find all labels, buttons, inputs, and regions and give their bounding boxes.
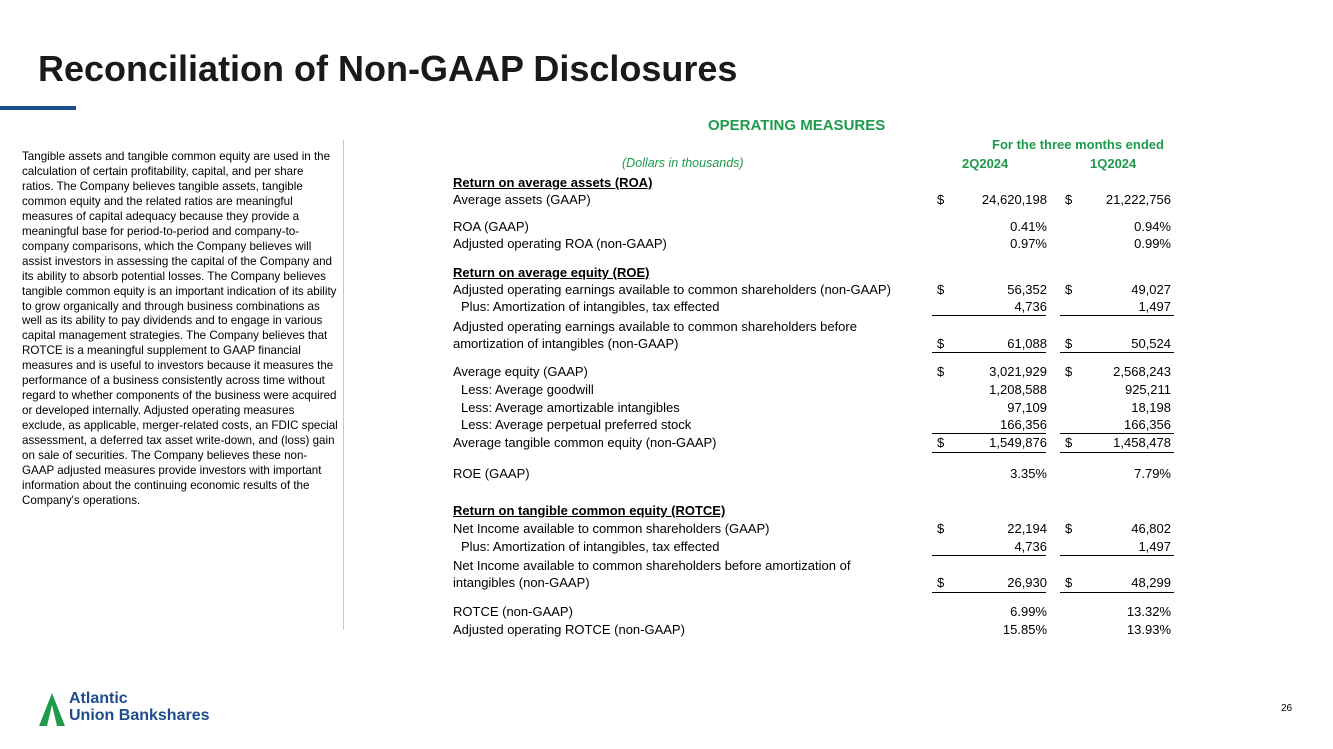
- row-label: Adjusted operating ROTCE (non-GAAP): [453, 622, 685, 637]
- table-row: [453, 335, 1173, 352]
- total-underline: [932, 352, 1046, 353]
- table-row: [453, 363, 1173, 380]
- total-underline: [1060, 352, 1174, 353]
- currency-symbol: $: [937, 575, 945, 590]
- value-2q2024: 24,620,198: [981, 192, 1047, 207]
- value-1q2024: 1,497: [1138, 299, 1171, 314]
- table-row: [453, 281, 1173, 298]
- value-2q2024: 26,930: [1007, 575, 1047, 590]
- row-label: Plus: Amortization of intangibles, tax effected: [461, 299, 720, 314]
- value-2q2024: 3,021,929: [989, 364, 1047, 379]
- subtotal-underline: [1060, 555, 1174, 556]
- total-underline: [932, 592, 1046, 593]
- row-label: Average tangible common equity (non-GAAP): [453, 435, 717, 450]
- value-1q2024: 13.32%: [1126, 604, 1171, 619]
- column-divider: [343, 140, 344, 630]
- value-1q2024: 0.94%: [1134, 219, 1171, 234]
- logo-line-1: Atlantic: [69, 690, 128, 707]
- period-label: For the three months ended: [992, 137, 1164, 152]
- currency-symbol: $: [1065, 435, 1073, 450]
- row-label: Adjusted operating earnings available to common shareholders (non-GAAP): [453, 282, 891, 297]
- subtotal-underline: [932, 555, 1046, 556]
- currency-symbol: $: [1065, 575, 1073, 590]
- value-1q2024: 21,222,756: [1105, 192, 1171, 207]
- table-row: [453, 298, 1173, 315]
- table-row: [453, 381, 1173, 398]
- value-2q2024: 22,194: [1007, 521, 1047, 536]
- value-1q2024: 1,497: [1138, 539, 1171, 554]
- value-2q2024: 1,549,876: [989, 435, 1047, 450]
- section-header-rotce: Return on tangible common equity (ROTCE): [453, 503, 726, 518]
- value-1q2024: 2,568,243: [1113, 364, 1171, 379]
- column-header-2q2024: 2Q2024: [962, 156, 1009, 171]
- row-label: Net Income available to common shareholders (GAAP): [453, 521, 770, 536]
- value-1q2024: 49,027: [1131, 282, 1171, 297]
- table-row: [453, 621, 1173, 638]
- value-1q2024: 18,198: [1131, 400, 1171, 415]
- subtotal-underline: [1060, 315, 1174, 316]
- currency-symbol: $: [937, 192, 945, 207]
- currency-symbol: $: [1065, 364, 1073, 379]
- row-label: Adjusted operating ROA (non-GAAP): [453, 236, 667, 251]
- units-label: (Dollars in thousands): [622, 156, 744, 170]
- total-underline: [1060, 592, 1174, 593]
- table-row: [453, 218, 1173, 235]
- table-row: [453, 557, 1173, 574]
- value-1q2024: 48,299: [1131, 575, 1171, 590]
- row-label: ROTCE (non-GAAP): [453, 604, 573, 619]
- table-row: [453, 235, 1173, 252]
- value-1q2024: 50,524: [1131, 336, 1171, 351]
- currency-symbol: $: [937, 521, 945, 536]
- table-row: [453, 538, 1173, 555]
- row-label: Less: Average goodwill: [461, 382, 594, 397]
- value-2q2024: 56,352: [1007, 282, 1047, 297]
- page-title: Reconciliation of Non-GAAP Disclosures: [38, 48, 738, 89]
- row-label: amortization of intangibles (non-GAAP): [453, 336, 679, 351]
- value-2q2024: 4,736: [1014, 539, 1047, 554]
- currency-symbol: $: [1065, 192, 1073, 207]
- total-underline: [932, 452, 1046, 453]
- table-row: [453, 174, 1173, 191]
- currency-symbol: $: [937, 435, 945, 450]
- value-1q2024: 0.99%: [1134, 236, 1171, 251]
- currency-symbol: $: [937, 364, 945, 379]
- logo-mark-icon: [38, 691, 66, 727]
- table-row: [453, 574, 1173, 591]
- table-heading: OPERATING MEASURES: [708, 117, 886, 134]
- value-2q2024: 0.41%: [1010, 219, 1047, 234]
- row-label: intangibles (non-GAAP): [453, 575, 590, 590]
- value-1q2024: 925,211: [1124, 382, 1171, 397]
- page-number: 26: [1281, 703, 1293, 714]
- row-label: Adjusted operating earnings available to common shareholders before: [453, 319, 857, 334]
- table-row: [453, 520, 1173, 537]
- sidebar-description: Tangible assets and tangible common equity are used in the calculation of certain profitability, capital, and per share ratios. The Company believes tangible assets, tangible common equity and the related ratios are meaningful measures of capital adequacy because they provide a meaningful base for period-to-period and company-to-company comparisons, which the Company believes will assist investors in assessing the capital of the Company and its ability to absorb potential losses. The Company believes tangible common equity is an important indication of its ability to grow organically and through business combinations as well as its ability to pay dividends and to engage in various capital management strategies. The Company believes that ROTCE is a meaningful supplement to GAAP financial measures and is useful to investors because it measures the performance of a business consistently across time without regard to whether components of the business were acquired or developed internally. Adjusted operating measures exclude, as applicable, merger-related costs, an FDIC special assessment, a deferred tax asset write-down, and (loss) gain on sale of securities. The Company believes these non-GAAP adjusted measures provide investors with important information about the continuing economic results of the Company's operations.: [22, 150, 338, 507]
- table-row: [453, 465, 1173, 482]
- row-label: Plus: Amortization of intangibles, tax effected: [461, 539, 720, 554]
- title-underline: [0, 106, 76, 110]
- row-label: Net Income available to common shareholders before amortization of: [453, 558, 851, 573]
- row-label: ROE (GAAP): [453, 466, 530, 481]
- table-row: [453, 603, 1173, 620]
- value-2q2024: 6.99%: [1010, 604, 1047, 619]
- currency-symbol: $: [937, 282, 945, 297]
- value-2q2024: 97,109: [1007, 400, 1047, 415]
- value-2q2024: 3.35%: [1010, 466, 1047, 481]
- row-label: ROA (GAAP): [453, 219, 529, 234]
- table-row: [453, 416, 1173, 433]
- value-1q2024: 46,802: [1131, 521, 1171, 536]
- section-header-roa: Return on average assets (ROA): [453, 175, 653, 190]
- value-2q2024: 15.85%: [1002, 622, 1047, 637]
- row-label: Less: Average amortizable intangibles: [461, 400, 680, 415]
- table-row: [453, 191, 1173, 208]
- value-2q2024: 166,356: [1000, 417, 1047, 432]
- table-row: [453, 502, 1173, 519]
- table-row: [453, 399, 1173, 416]
- value-2q2024: 1,208,588: [989, 382, 1047, 397]
- table-row: [453, 264, 1173, 281]
- currency-symbol: $: [1065, 282, 1073, 297]
- row-label: Average assets (GAAP): [453, 192, 591, 207]
- value-1q2024: 1,458,478: [1113, 435, 1171, 450]
- section-header-roe: Return on average equity (ROE): [453, 265, 650, 280]
- currency-symbol: $: [1065, 336, 1073, 351]
- value-2q2024: 4,736: [1014, 299, 1047, 314]
- currency-symbol: $: [937, 336, 945, 351]
- value-1q2024: 166,356: [1124, 417, 1171, 432]
- total-underline: [1060, 452, 1174, 453]
- row-label: Less: Average perpetual preferred stock: [461, 417, 692, 432]
- column-header-1q2024: 1Q2024: [1090, 156, 1137, 171]
- logo-line-2: Union Bankshares: [69, 707, 210, 724]
- currency-symbol: $: [1065, 521, 1073, 536]
- value-1q2024: 7.79%: [1134, 466, 1171, 481]
- table-row: [453, 318, 1173, 335]
- row-label: Average equity (GAAP): [453, 364, 588, 379]
- subtotal-underline: [932, 315, 1046, 316]
- value-1q2024: 13.93%: [1126, 622, 1171, 637]
- value-2q2024: 61,088: [1007, 336, 1047, 351]
- value-2q2024: 0.97%: [1010, 236, 1047, 251]
- logo-wordmark: [69, 690, 209, 724]
- table-row: [453, 434, 1173, 451]
